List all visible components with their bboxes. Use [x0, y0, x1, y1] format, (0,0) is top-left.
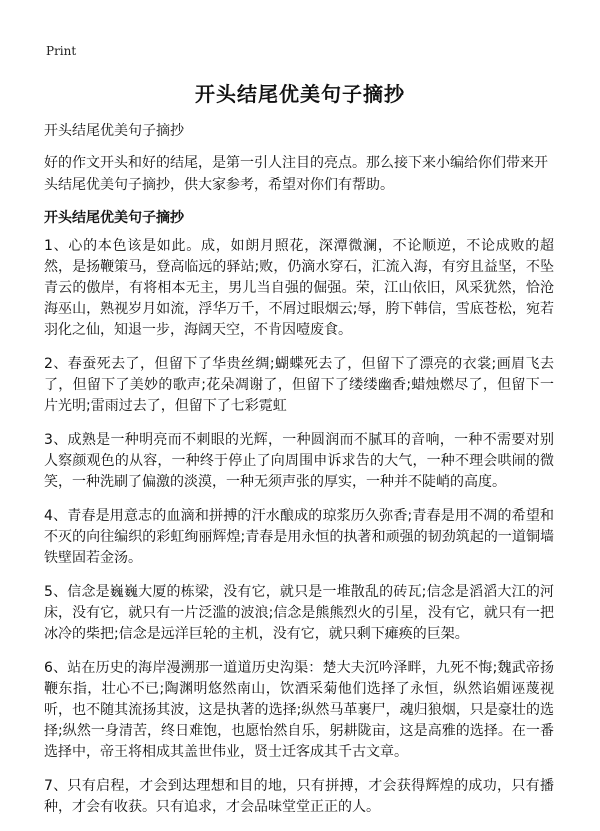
list-item: 5、信念是巍巍大厦的栋梁，没有它，就只是一堆散乱的砖瓦;信念是滔滔大江的河床，没有它，就只有一片泛滥的波浪;信念是熊熊烈火的引星，没有它，就只有一把冰冷的柴把;信念是远洋巨轮的主机，没有它，就只剩下瘫痪的巨架。 [44, 584, 554, 642]
sentence-list [44, 236, 554, 831]
section-heading: 开头结尾优美句子摘抄 [44, 210, 184, 226]
list-item: 3、成熟是一种明亮而不刺眼的光辉，一种圆润而不腻耳的音响，一种不需要对别人察颜观色的从容，一种终于停止了向周围申诉求告的大气，一种不理会哄闹的微笑，一种洗刷了偏激的淡漠，一种无须声张的厚实，一种并不陡峭的高度。 [44, 432, 554, 490]
list-item: 4、青春是用意志的血滴和拼搏的汗水酿成的琼浆历久弥香;青春是用不凋的希望和不灭的向往编织的彩虹绚丽辉煌;青春是用永恒的执著和顽强的韧劲筑起的一道铜墙铁壁固若金汤。 [44, 508, 554, 566]
list-item: 6、站在历史的海岸漫溯那一道道历史沟渠：楚大夫沉吟泽畔，九死不悔;魏武帝扬鞭东指，壮心不已;陶渊明悠然南山，饮酒采菊他们选择了永恒，纵然谄媚诬蔑视听，也不随其流扬其波，这是执著的选择;纵然马革裹尸，魂归狼烟，只是豪壮的选择;纵然一身清苦，终日难饱，也愿怡然自乐，躬耕陇亩，这是高雅的选择。在一番选择中，帝王将相成其盖世伟业，贤士迁客成其千古文章。 [44, 660, 554, 760]
list-item: 1、心的本色该是如此。成，如朗月照花，深潭微澜，不论顺逆，不论成败的超然，是扬鞭策马，登高临远的驿站;败，仍滴水穿石，汇流入海，有穷且益坚，不坠青云的傲岸，有将相本无主，男儿当自强的倔强。荣，江山依旧，风采犹然，恰沧海巫山，熟视岁月如流，浮华万千，不屑过眼烟云;辱，胯下韩信，雪底苍松，宛若羽化之仙，知退一步，海阔天空，不肯因噎废食。 [44, 238, 554, 338]
list-item: 7、只有启程，才会到达理想和目的地，只有拼搏，才会获得辉煌的成功，只有播种，才会有收获。只有追求，才会品味堂堂正正的人。 [44, 778, 554, 815]
subtitle: 开头结尾优美句子摘抄 [44, 123, 184, 139]
print-link[interactable]: Print [46, 44, 77, 58]
intro-paragraph: 好的作文开头和好的结尾，是第一引人注目的亮点。那么接下来小编给你们带来开头结尾优美句子摘抄，供大家参考，希望对你们有帮助。 [44, 155, 548, 193]
page-title: 开头结尾优美句子摘抄 [195, 82, 405, 106]
list-item: 2、春蚕死去了，但留下了华贵丝绸;蝴蝶死去了，但留下了漂亮的衣裳;画眉飞去了，但留下了美妙的歌声;花朵凋谢了，但留下了缕缕幽香;蜡烛燃尽了，但留下一片光明;雷雨过去了，但留下了七彩霓虹 [44, 356, 554, 414]
